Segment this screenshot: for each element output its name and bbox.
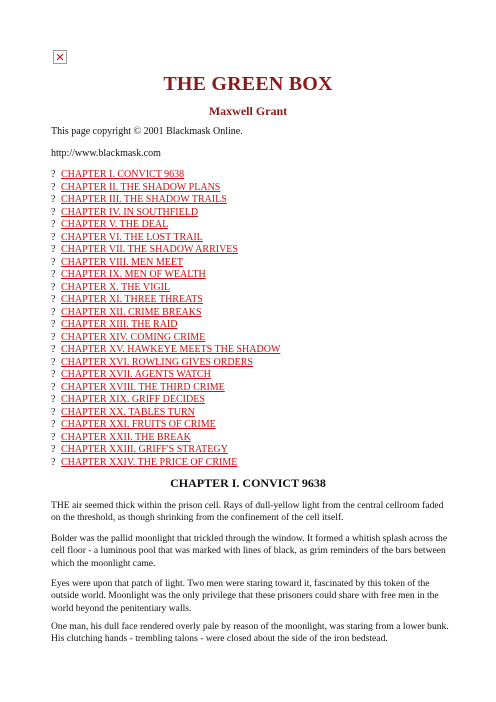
toc-link-chapter-22[interactable]: CHAPTER XXII. THE BREAK [61, 431, 191, 443]
toc-link-chapter-10[interactable]: CHAPTER X. THE VIGIL [61, 281, 171, 293]
toc-bullet: ? [51, 356, 56, 368]
toc-bullet: ? [51, 344, 56, 356]
table-of-contents [51, 169, 280, 469]
toc-bullet: ? [51, 406, 56, 418]
copyright-notice: This page copyright © 2001 Blackmask Online. [51, 126, 243, 137]
book-title: THE GREEN BOX [163, 73, 333, 95]
toc-item [51, 369, 280, 382]
toc-item [51, 244, 280, 257]
toc-item [51, 294, 280, 307]
toc-bullet: ? [51, 181, 56, 193]
toc-link-chapter-17[interactable]: CHAPTER XVII. AGENTS WATCH [61, 369, 211, 381]
chapter-paragraph-4: One man, his dull face rendered overly pale by reason of the moonlight, was staring from a lower bunk. His clutching hands - trembling talons - were closed about the side of the iron bedstead. [51, 621, 449, 645]
toc-item [51, 344, 280, 357]
toc-item [51, 432, 280, 445]
toc-item [51, 382, 280, 395]
chapter-paragraph-3: Eyes were upon that patch of light. Two men were staring toward it, fascinated by this token of the outside world. Moonlight was the only privilege that these prisoners could share with free men in the world beyond the penitentiary walls. [51, 578, 439, 614]
toc-item [51, 419, 280, 432]
toc-link-chapter-4[interactable]: CHAPTER IV. IN SOUTHFIELD [61, 206, 199, 218]
toc-bullet: ? [51, 169, 56, 180]
toc-item [51, 182, 280, 195]
toc-link-chapter-12[interactable]: CHAPTER XII. CRIME BREAKS [61, 306, 202, 318]
book-author: Maxwell Grant [208, 104, 288, 118]
toc-item [51, 282, 280, 295]
toc-bullet: ? [51, 281, 56, 293]
toc-bullet: ? [51, 394, 56, 406]
toc-item [51, 207, 280, 220]
toc-link-chapter-14[interactable]: CHAPTER XIV. COMING CRIME [61, 331, 206, 343]
toc-link-chapter-9[interactable]: CHAPTER IX. MEN OF WEALTH [61, 269, 206, 281]
toc-link-chapter-1[interactable]: CHAPTER I. CONVICT 9638 [61, 169, 185, 180]
toc-item [51, 394, 280, 407]
toc-item [51, 232, 280, 245]
toc-link-chapter-13[interactable]: CHAPTER XIII. THE RAID [61, 319, 178, 331]
toc-item [51, 307, 280, 320]
toc-item [51, 357, 280, 370]
toc-link-chapter-3[interactable]: CHAPTER III. THE SHADOW TRAILS [61, 194, 227, 206]
toc-bullet: ? [51, 444, 56, 456]
toc-item [51, 169, 280, 182]
toc-bullet: ? [51, 456, 56, 468]
broken-image-icon [53, 50, 67, 64]
toc-item [51, 332, 280, 345]
chapter-paragraph-2: Bolder was the pallid moonlight that trickled through the window. It formed a whitish splash across the cell floor - a luminous pool that was marked with lines of black, as grim reminders of the bars between which the moonlight came. [51, 533, 448, 569]
toc-bullet: ? [51, 306, 56, 318]
toc-link-chapter-8[interactable]: CHAPTER VIII. MEN MEET [61, 256, 184, 268]
toc-bullet: ? [51, 419, 56, 431]
toc-link-chapter-7[interactable]: CHAPTER VII. THE SHADOW ARRIVES [61, 244, 238, 256]
toc-bullet: ? [51, 231, 56, 243]
toc-bullet: ? [51, 269, 56, 281]
toc-bullet: ? [51, 219, 56, 231]
toc-item [51, 457, 280, 470]
toc-link-chapter-11[interactable]: CHAPTER XI. THREE THREATS [61, 294, 203, 306]
toc-bullet: ? [51, 381, 56, 393]
toc-bullet: ? [51, 319, 56, 331]
chapter-paragraph-1: THE air seemed thick within the prison cell. Rays of dull-yellow light from the central cellroom faded on the threshold, as though shrinking from the confinement of the cell itself. [51, 500, 444, 524]
toc-link-chapter-24[interactable]: CHAPTER XXIV. THE PRICE OF CRIME [61, 456, 238, 468]
toc-item [51, 444, 280, 457]
toc-item [51, 219, 280, 232]
toc-link-chapter-16[interactable]: CHAPTER XVI. ROWLING GIVES ORDERS [61, 356, 253, 368]
toc-bullet: ? [51, 194, 56, 206]
toc-bullet: ? [51, 369, 56, 381]
toc-link-chapter-23[interactable]: CHAPTER XXIII. GRIFF'S STRATEGY [61, 444, 228, 456]
source-url: http://www.blackmask.com [51, 148, 161, 159]
toc-item [51, 269, 280, 282]
toc-bullet: ? [51, 331, 56, 343]
toc-link-chapter-21[interactable]: CHAPTER XXI. FRUITS OF CRIME [61, 419, 216, 431]
toc-link-chapter-2[interactable]: CHAPTER II. THE SHADOW PLANS [61, 181, 221, 193]
toc-item [51, 194, 280, 207]
toc-item [51, 407, 280, 420]
toc-link-chapter-18[interactable]: CHAPTER XVIII. THE THIRD CRIME [61, 381, 225, 393]
toc-item [51, 319, 280, 332]
toc-bullet: ? [51, 256, 56, 268]
toc-link-chapter-15[interactable]: CHAPTER XV. HAWKEYE MEETS THE SHADOW [61, 344, 281, 356]
toc-link-chapter-5[interactable]: CHAPTER V. THE DEAL [61, 219, 169, 231]
toc-link-chapter-6[interactable]: CHAPTER VI. THE LOST TRAIL [61, 231, 203, 243]
toc-bullet: ? [51, 431, 56, 443]
toc-link-chapter-19[interactable]: CHAPTER XIX. GRIFF DECIDES [61, 394, 205, 406]
toc-bullet: ? [51, 206, 56, 218]
toc-link-chapter-20[interactable]: CHAPTER XX. TABLES TURN [61, 406, 195, 418]
toc-bullet: ? [51, 244, 56, 256]
toc-bullet: ? [51, 294, 56, 306]
chapter-heading: CHAPTER I. CONVICT 9638 [170, 476, 326, 490]
toc-item [51, 257, 280, 270]
